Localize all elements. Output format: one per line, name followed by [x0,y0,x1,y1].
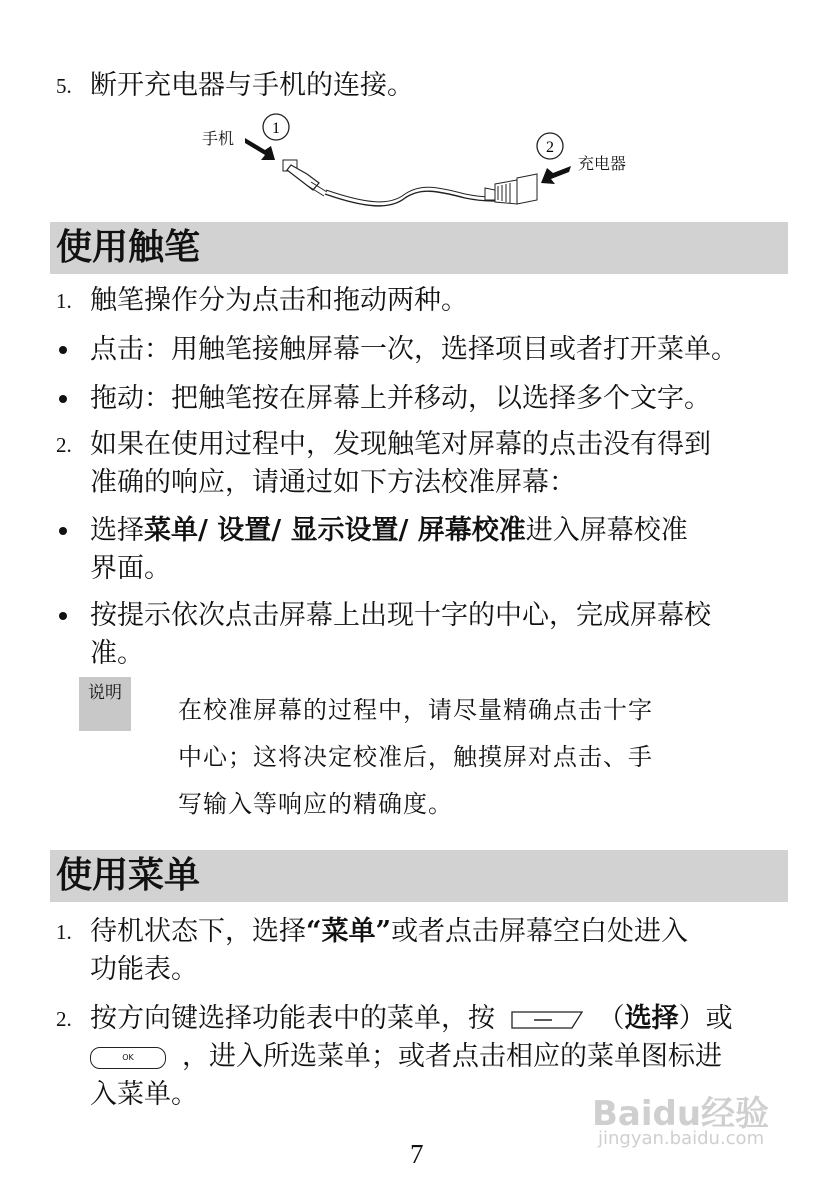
watermark-url: jingyan.baidu.com [598,1128,765,1149]
item-number: 2. [56,1007,72,1031]
item-text-line: 准确的响应，请通过如下方法校准屏幕： [90,467,576,498]
watermark-logo: Baidu经验 [592,1094,770,1134]
bullet-icon [59,612,67,620]
select-label: 选择 [624,1003,679,1034]
item-text: 触笔操作分为点击和拖动两种。 [90,285,468,316]
phone-label: 手机 [202,129,235,148]
item-text-line: 入菜单。 [90,1079,198,1110]
item-number: 1. [56,289,72,313]
cable-drawing [195,108,645,213]
bullet-icon [59,395,67,403]
step-text: 断开充电器与手机的连接。 [90,70,414,101]
page-number: 7 [410,1139,424,1169]
note-text-line: 中心；这将决定校准后，触摸屏对点击、手 [178,743,653,771]
menu-path: 菜单/ 设置/ 显示设置/ 屏幕校准 [144,515,526,546]
step-number: 5. [56,74,72,98]
note-text-line: 在校准屏幕的过程中，请尽量精确点击十字 [178,696,653,724]
bullet-icon [59,346,67,354]
note-text-line: 写输入等响应的精确度。 [178,790,453,818]
section-title: 使用菜单 [56,855,201,896]
bullet-text: 点击：用触笔接触屏幕一次，选择项目或者打开菜单。 [90,334,738,365]
bullet-pre: 选择 [90,515,144,546]
bullet-text-line: 界面。 [90,553,171,584]
left-softkey-icon [510,1009,584,1031]
menu-quote: “菜单” [306,916,392,947]
item-number: 1. [56,920,72,944]
bullet-text: 拖动：把触笔按在屏幕上并移动，以选择多个文字。 [90,383,711,414]
charger-label: 充电器 [578,154,627,173]
item-pre: 待机状态下，选择 [90,916,306,947]
bullet-text-line: 按提示依次点击屏幕上出现十字的中心，完成屏幕校 [90,600,711,631]
item-number: 2. [56,433,72,457]
section-title: 使用触笔 [56,227,201,268]
item-post: 或者点击屏幕空白处进入 [391,916,689,947]
item-text-line [90,1039,722,1075]
item-pre: 按方向键选择功能表中的菜单，按 [90,1003,495,1034]
section-header-menu [50,850,788,902]
marker-2: 2 [546,139,554,156]
marker-1: 1 [272,120,280,137]
note-tag: 说明 [79,677,131,731]
section-header-stylus [50,222,788,274]
bullet-icon [59,527,67,535]
bullet-post: 进入屏幕校准 [525,515,688,546]
item-text-line: 功能表。 [90,954,198,985]
item-text-line [90,914,688,950]
item-text: ，进入所选菜单；或者点击相应的菜单图标进 [182,1041,722,1072]
cable-figure [195,108,645,213]
arrow-2-icon [541,166,571,184]
paren-open: （ [597,1003,625,1034]
ok-key-icon [90,1047,166,1069]
bullet-text-line: 准。 [90,638,144,669]
item-text-line: 如果在使用过程中，发现触笔对屏幕的点击没有得到 [90,429,711,460]
item-text-line [90,1001,733,1037]
paren-close: ）或 [678,1003,733,1034]
ok-key-label: OK [122,1052,134,1062]
bullet-text-line [90,513,688,549]
arrow-1-icon [245,138,275,160]
